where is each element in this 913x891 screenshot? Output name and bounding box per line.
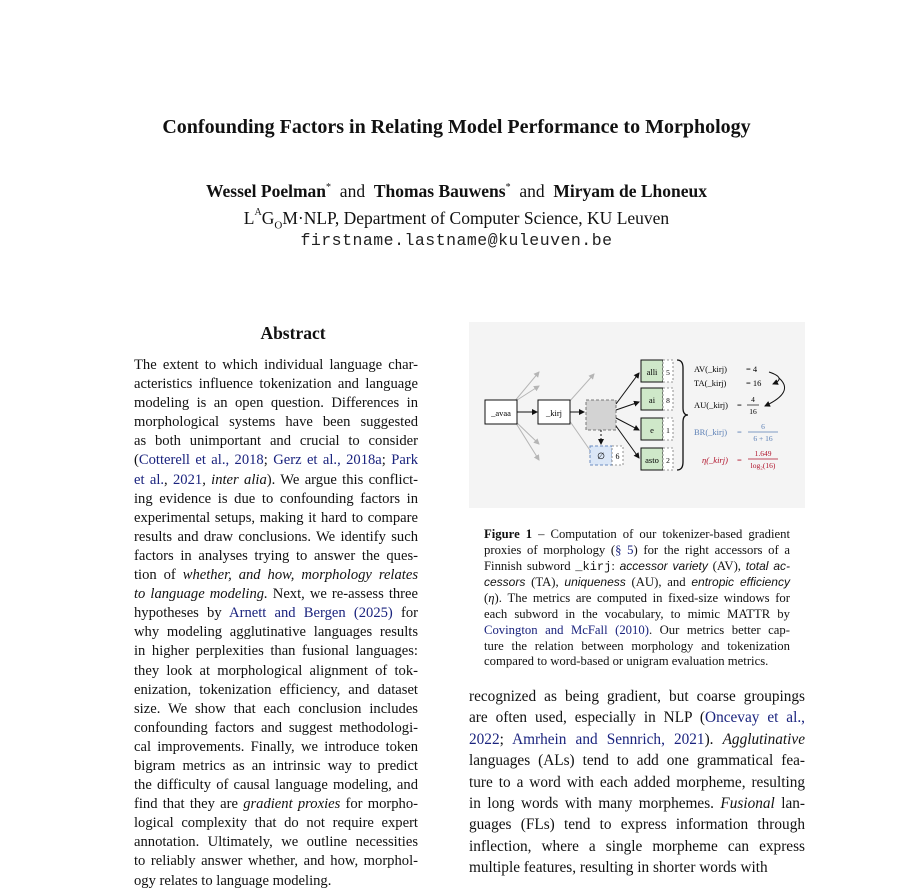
accessor-asto [641,448,673,470]
text-line: morphological systems have been suggested [134,414,418,431]
svg-text:4: 4 [751,395,755,404]
text-line: proxies of morphology (§ 5) for the right accessors of a [484,542,791,557]
text-line: each subword in the vocabulary, to mimic MATTR by [484,606,790,621]
text-line: The extent to which individual language char- [134,357,418,373]
author-name: Wessel Poelman [205,181,327,201]
text-line: inflection, where a single morpheme can express [469,837,805,855]
accessor-ai [641,388,673,410]
svg-text:6: 6 [761,422,765,431]
text-line: multiple features, resulting in shorter words with [469,859,768,877]
svg-text:log₂(16): log₂(16) [750,461,776,470]
text-line: Figure 1 – Computation of our tokenizer-based gradient [484,527,790,541]
text-line: annotation. Ultimately, we outline necessities [134,834,418,851]
abstract-body [134,356,418,891]
text-line: ture to a word with each added morpheme, resulting [469,773,805,791]
figure-1 [469,322,805,508]
node-empty-count: 6 [615,452,620,461]
text-line: cessors (TA), uniqueness (AU), and entropic efficiency [484,575,790,590]
text-line: to reliably answer whether, and how, morphol- [134,853,418,870]
citation-link[interactable]: Covington and McFall (2010) [484,622,649,637]
text-line: compared to word-based or unigram evaluation metrics. [484,654,769,669]
citation-link[interactable]: 2022 [469,730,500,748]
author-list [0,181,913,202]
figure-1-diagram [469,322,805,508]
node-empty-label: ∅ [597,451,605,461]
svg-text:AV(_kirj): AV(_kirj) [694,364,727,374]
text-line: (Cotterell et al., 2018; Gerz et al., 2018a; Park [134,452,419,469]
text-line: 2022; Amrhein and Sennrich, 2021). Agglutinative [469,730,805,748]
accessor-e [641,418,673,440]
citation-link[interactable]: Oncevay et al., [705,709,805,727]
text-line: size. We show that each conclusion includes [134,700,418,717]
text-line: hypotheses by Arnett and Bergen (2025) for [134,605,418,622]
text-line: et al., 2021, inter alia). We argue this conflict- [134,471,418,488]
citation-link[interactable]: 2021 [173,471,203,488]
text-line: Finnish subword _kirj: accessor variety (AV), total ac- [484,558,791,574]
accessor-alli [641,360,673,382]
text-line: cal improvements. Finally, we introduce token [134,738,418,755]
text-line: in higher perplexities than fusional languages: [134,643,418,660]
text-line: Covington and McFall (2010). Our metrics better cap- [484,622,790,637]
author-separator: and [339,181,366,201]
citation-link[interactable]: et al. [134,471,165,488]
svg-text:η(_kirj): η(_kirj) [702,455,728,465]
svg-text:8: 8 [666,396,670,405]
paper-title: Confounding Factors in Relating Model Performance to Morphology [162,116,751,138]
svg-text:BR(_kirj): BR(_kirj) [694,427,728,437]
body-text-right [469,686,805,879]
svg-text:alli: alli [646,367,658,377]
svg-text:1: 1 [666,426,670,435]
text-line: languages (ALs) tend to add one grammatical fea- [469,752,805,770]
text-line: ture the relation between morphology and tokenization [484,638,790,653]
author-name: Miryam de Lhoneux [553,181,708,201]
text-line: factors in analyses trying to answer the ques- [134,547,418,564]
svg-text:TA(_kirj): TA(_kirj) [694,378,727,388]
node-hidden [586,400,616,430]
citation-link[interactable]: Gerz et al., 2018a [273,452,382,469]
node-kirj-label: _kirj [545,408,563,418]
svg-text:=: = [737,400,742,410]
svg-text:16: 16 [749,407,757,416]
text-line: acteristics influence tokenization and language [134,376,418,393]
node-avaa-label: _avaa [491,408,511,418]
text-line: bigram metrics as an intrinsic way to predict [134,757,418,774]
text-line: as both unimportant and crucial to consider [134,433,418,450]
svg-text:5: 5 [666,368,670,377]
author-separator: and [519,181,545,201]
text-line: logical complexity that do not require expert [134,815,418,832]
metrics [694,364,778,470]
svg-text:asto: asto [645,455,659,465]
brace-icon [677,360,688,470]
citation-link[interactable]: § 5 [615,542,634,557]
author-name: Thomas Bauwens [373,181,506,201]
figure-caption [484,527,790,670]
text-line: enization, tokenization efficiency, and dataset [134,681,418,698]
text-line: tion of whether, and how, morphology relates [134,567,418,584]
text-line: ing evidence is due to confounding factors in [134,490,418,507]
svg-text:= 4: = 4 [746,364,758,374]
equal-contribution-mark: * [505,182,511,194]
svg-text:6 + 16: 6 + 16 [753,434,773,443]
text-line: guages (FLs) tend to express information through [469,816,805,834]
equal-contribution-mark: * [326,182,332,194]
citation-link[interactable]: Park [391,452,419,469]
citation-link[interactable]: Cotterell et al., 2018 [138,452,264,469]
author-email: firstname.lastname@kuleuven.be [300,231,613,250]
text-line: are often used, especially in NLP (Oncevay et al., [469,709,805,727]
text-line: to language modeling. Next, we re-assess three [134,586,418,603]
citation-link[interactable]: Arnett and Bergen (2025) [229,605,393,622]
text-line: the difficulty of causal language modeling, and [134,777,418,794]
text-line: in long words with many morphemes. Fusional lan- [469,795,806,813]
svg-text:2: 2 [666,456,670,465]
text-line: find that they are gradient proxies for morpho- [134,796,418,813]
svg-text:=: = [737,427,742,437]
citation-link[interactable]: Amrhein and Sennrich, 2021 [512,730,705,748]
text-line: they look at morphological alignment of tok- [134,662,418,679]
abstract-heading: Abstract [260,323,326,343]
svg-text:AU(_kirj): AU(_kirj) [694,400,728,410]
svg-text:e: e [650,425,654,435]
text-line: confounding factors and suggest methodologi- [134,719,418,736]
text-line: modeling is an open question. Differences in [134,395,418,412]
text-line: (η). The metrics are computed in fixed-size windows for [484,591,790,606]
text-line: why modeling agglutinative languages results [134,624,418,641]
text-line: experimental setups, making it hard to compare [134,509,418,526]
svg-text:ai: ai [648,395,656,405]
svg-text:= 16: = 16 [746,378,762,388]
svg-text:=: = [737,455,742,465]
affiliation: $L^AG_OM\cdot NLP$, Department of Computer Science, KU Leuven [243,207,670,232]
text-line: ogy relates to language modeling. [134,872,332,889]
svg-text:1.649: 1.649 [754,449,772,458]
text-line: results and draw conclusions. We identify such [134,528,418,545]
text-line: recognized as being gradient, but coarse groupings [469,688,805,705]
